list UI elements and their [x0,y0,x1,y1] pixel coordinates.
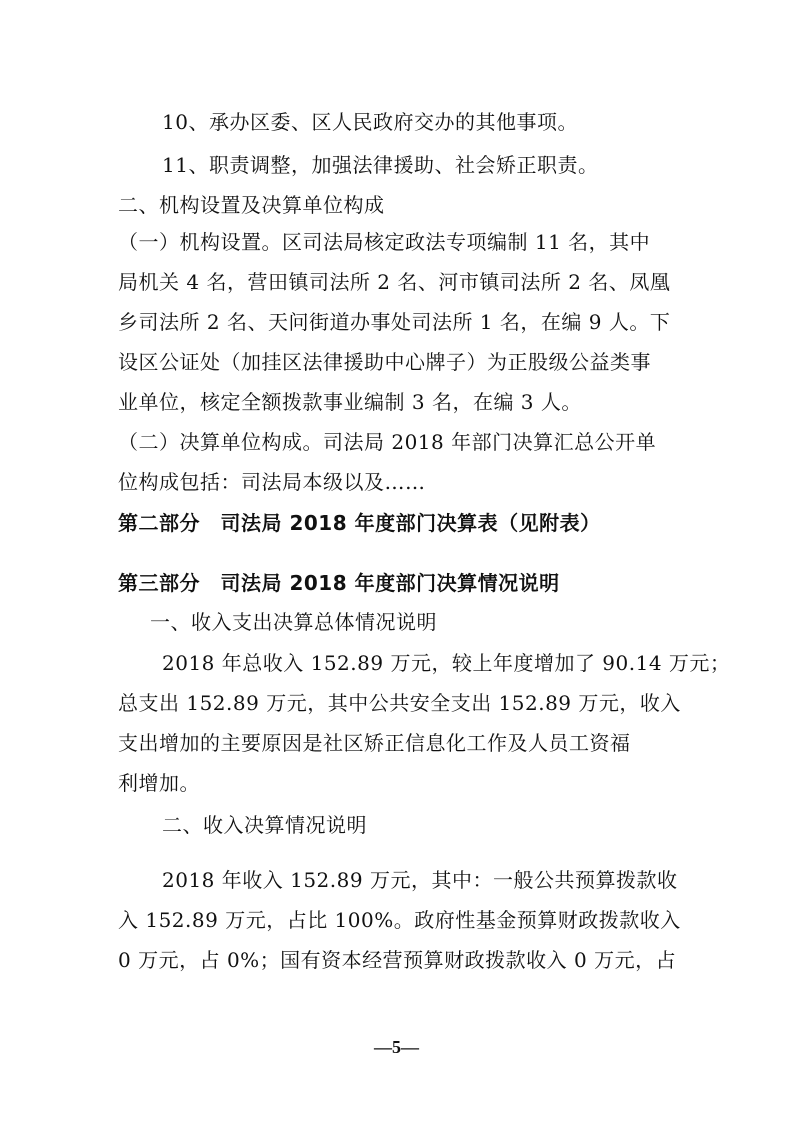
duty-item-10: 10、承办区委、区人民政府交办的其他事项。 [162,110,578,134]
paragraph-line: 设区公证处（加挂区法律援助中心牌子）为正股级公益类事 [118,350,651,374]
paragraph-line: 支出增加的主要原因是社区矫正信息化工作及人员工资福 [118,731,631,755]
paragraph-line: 位构成包括：司法局本级以及…… [118,470,426,494]
section-heading-organization: 二、机构设置及决算单位构成 [118,193,385,217]
paragraph-line: （一）机构设置。区司法局核定政法专项编制 11 名，其中 [118,230,651,254]
paragraph-line: 入 152.89 万元，占比 100%。政府性基金预算财政拨款收入 [118,908,681,932]
paragraph-line: 利增加。 [118,771,200,795]
paragraph-line: 总支出 152.89 万元，其中公共安全支出 152.89 万元，收入 [118,691,681,715]
paragraph-line: 局机关 4 名，营田镇司法所 2 名、河市镇司法所 2 名、凤凰 [118,270,671,294]
paragraph-line: 业单位，核定全额拨款事业编制 3 名，在编 3 人。 [118,390,582,414]
paragraph-line: 2018 年总收入 152.89 万元，较上年度增加了 90.14 万元； [162,651,731,675]
paragraph-line: 0 万元，占 0%；国有资本经营预算财政拨款收入 0 万元，占 [118,948,677,972]
duty-item-11: 11、职责调整，加强法律援助、社会矫正职责。 [162,153,599,177]
paragraph-line: 2018 年收入 152.89 万元，其中：一般公共预算拨款收 [162,868,678,892]
subsection-heading-overview: 一、收入支出决算总体情况说明 [150,610,437,634]
part-three-heading: 第三部分 司法局 2018 年度部门决算情况说明 [118,571,560,595]
page-number: —5— [374,1037,419,1057]
subsection-heading-income: 二、收入决算情况说明 [162,813,367,837]
paragraph-line: 乡司法所 2 名、天问街道办事处司法所 1 名，在编 9 人。下 [118,310,671,334]
part-two-heading: 第二部分 司法局 2018 年度部门决算表（见附表） [118,511,601,535]
paragraph-line: （二）决算单位构成。司法局 2018 年部门决算汇总公开单 [118,430,657,454]
